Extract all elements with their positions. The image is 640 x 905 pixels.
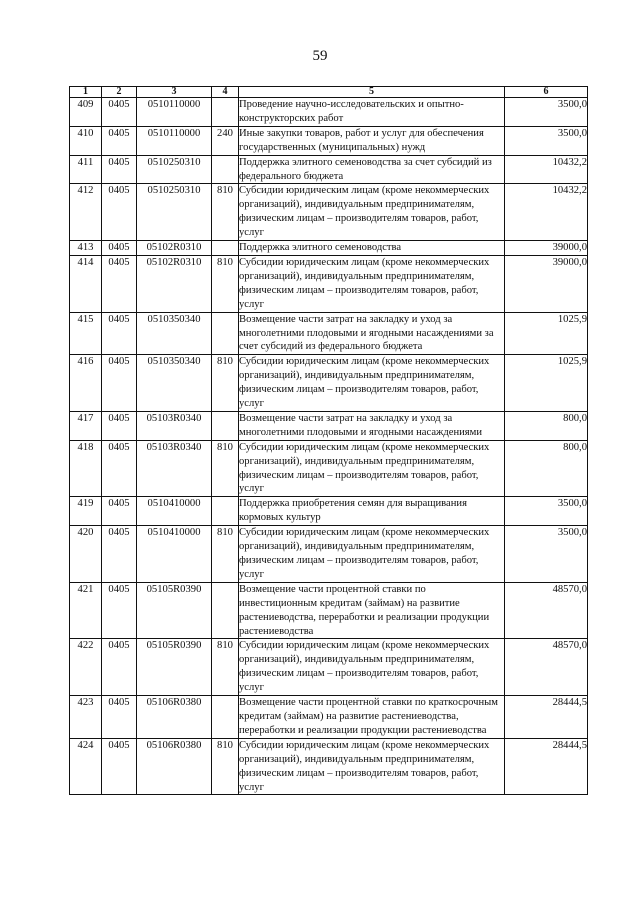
amount-cell: 10432,2 bbox=[505, 184, 588, 241]
row-number-cell: 422 bbox=[70, 639, 102, 696]
description-cell: Иные закупки товаров, работ и услуг для обеспечения государственных (муниципальных) нужд bbox=[239, 126, 505, 155]
description-cell: Субсидии юридическим лицам (кроме некоммерческих организаций), индивидуальным предпринимателям, физическим лицам – производителям товаров, работ, услуг bbox=[239, 255, 505, 312]
expense-type-cell: 810 bbox=[212, 738, 239, 795]
expense-type-cell bbox=[212, 497, 239, 526]
target-article-cell: 0510250310 bbox=[137, 155, 212, 184]
section-code-cell: 0405 bbox=[102, 639, 137, 696]
expense-type-cell: 810 bbox=[212, 355, 239, 412]
table-row bbox=[70, 312, 588, 355]
table-row bbox=[70, 738, 588, 795]
section-code-cell: 0405 bbox=[102, 526, 137, 583]
section-code-cell: 0405 bbox=[102, 440, 137, 497]
target-article-cell: 0510110000 bbox=[137, 98, 212, 127]
description-cell: Возмещение части затрат на закладку и уход за многолетними плодовыми и ягодными насаждениями за счет субсидий из федерального бюджета bbox=[239, 312, 505, 355]
description-cell: Субсидии юридическим лицам (кроме некоммерческих организаций), индивидуальным предпринимателям, физическим лицам – производителям товаров, работ, услуг bbox=[239, 184, 505, 241]
expense-type-cell: 810 bbox=[212, 255, 239, 312]
amount-cell: 10432,2 bbox=[505, 155, 588, 184]
expense-type-cell: 810 bbox=[212, 184, 239, 241]
row-number-cell: 416 bbox=[70, 355, 102, 412]
section-code-cell: 0405 bbox=[102, 696, 137, 739]
description-cell: Субсидии юридическим лицам (кроме некоммерческих организаций), индивидуальным предпринимателям, физическим лицам – производителям товаров, работ, услуг bbox=[239, 355, 505, 412]
target-article-cell: 05102R0310 bbox=[137, 255, 212, 312]
table-row bbox=[70, 526, 588, 583]
row-number-cell: 414 bbox=[70, 255, 102, 312]
description-cell: Возмещение части процентной ставки по инвестиционным кредитам (займам) на развитие растениеводства, переработки и реализации продукции растениеводства bbox=[239, 582, 505, 639]
table-row bbox=[70, 696, 588, 739]
table-row bbox=[70, 497, 588, 526]
row-number-cell: 418 bbox=[70, 440, 102, 497]
description-cell: Субсидии юридическим лицам (кроме некоммерческих организаций), индивидуальным предпринимателям, физическим лицам – производителям товаров, работ, услуг bbox=[239, 639, 505, 696]
row-number-cell: 424 bbox=[70, 738, 102, 795]
amount-cell: 28444,5 bbox=[505, 696, 588, 739]
row-number-cell: 419 bbox=[70, 497, 102, 526]
table-row bbox=[70, 184, 588, 241]
expense-type-cell bbox=[212, 98, 239, 127]
amount-cell: 3500,0 bbox=[505, 126, 588, 155]
target-article-cell: 0510410000 bbox=[137, 526, 212, 583]
target-article-cell: 05102R0310 bbox=[137, 241, 212, 256]
description-cell: Проведение научно-исследовательских и опытно-конструкторских работ bbox=[239, 98, 505, 127]
amount-cell: 800,0 bbox=[505, 411, 588, 440]
description-cell: Возмещение части затрат на закладку и уход за многолетними плодовыми и ягодными насаждениями bbox=[239, 411, 505, 440]
expense-type-cell bbox=[212, 411, 239, 440]
section-code-cell: 0405 bbox=[102, 312, 137, 355]
table-row bbox=[70, 355, 588, 412]
expense-type-cell: 810 bbox=[212, 440, 239, 497]
amount-cell: 3500,0 bbox=[505, 526, 588, 583]
target-article-cell: 0510350340 bbox=[137, 355, 212, 412]
expense-type-cell bbox=[212, 241, 239, 256]
amount-cell: 28444,5 bbox=[505, 738, 588, 795]
row-number-cell: 417 bbox=[70, 411, 102, 440]
section-code-cell: 0405 bbox=[102, 411, 137, 440]
table-row bbox=[70, 255, 588, 312]
target-article-cell: 0510250310 bbox=[137, 184, 212, 241]
expense-type-cell: 810 bbox=[212, 639, 239, 696]
header-row bbox=[70, 87, 588, 98]
amount-cell: 39000,0 bbox=[505, 241, 588, 256]
target-article-cell: 05105R0390 bbox=[137, 639, 212, 696]
amount-cell: 3500,0 bbox=[505, 98, 588, 127]
description-cell: Субсидии юридическим лицам (кроме некоммерческих организаций), индивидуальным предпринимателям, физическим лицам – производителям товаров, работ, услуг bbox=[239, 440, 505, 497]
amount-cell: 1025,9 bbox=[505, 312, 588, 355]
table-row bbox=[70, 582, 588, 639]
budget-table bbox=[69, 86, 588, 795]
table-row bbox=[70, 440, 588, 497]
description-cell: Поддержка приобретения семян для выращивания кормовых культур bbox=[239, 497, 505, 526]
target-article-cell: 0510350340 bbox=[137, 312, 212, 355]
expense-type-cell: 810 bbox=[212, 526, 239, 583]
table-row bbox=[70, 126, 588, 155]
table-body bbox=[70, 98, 588, 795]
target-article-cell: 05105R0390 bbox=[137, 582, 212, 639]
table-row bbox=[70, 639, 588, 696]
table-row bbox=[70, 98, 588, 127]
expense-type-cell bbox=[212, 696, 239, 739]
col-header-4: 4 bbox=[212, 87, 239, 98]
row-number-cell: 421 bbox=[70, 582, 102, 639]
col-header-5: 5 bbox=[239, 87, 505, 98]
col-header-2: 2 bbox=[102, 87, 137, 98]
amount-cell: 1025,9 bbox=[505, 355, 588, 412]
row-number-cell: 409 bbox=[70, 98, 102, 127]
description-cell: Субсидии юридическим лицам (кроме некоммерческих организаций), индивидуальным предпринимателям, физическим лицам – производителям товаров, работ, услуг bbox=[239, 526, 505, 583]
amount-cell: 48570,0 bbox=[505, 582, 588, 639]
target-article-cell: 05103R0340 bbox=[137, 440, 212, 497]
section-code-cell: 0405 bbox=[102, 355, 137, 412]
expense-type-cell bbox=[212, 312, 239, 355]
col-header-3: 3 bbox=[137, 87, 212, 98]
expense-type-cell: 240 bbox=[212, 126, 239, 155]
section-code-cell: 0405 bbox=[102, 98, 137, 127]
amount-cell: 800,0 bbox=[505, 440, 588, 497]
amount-cell: 3500,0 bbox=[505, 497, 588, 526]
amount-cell: 39000,0 bbox=[505, 255, 588, 312]
row-number-cell: 413 bbox=[70, 241, 102, 256]
target-article-cell: 05106R0380 bbox=[137, 738, 212, 795]
section-code-cell: 0405 bbox=[102, 184, 137, 241]
row-number-cell: 412 bbox=[70, 184, 102, 241]
col-header-6: 6 bbox=[505, 87, 588, 98]
target-article-cell: 0510410000 bbox=[137, 497, 212, 526]
section-code-cell: 0405 bbox=[102, 126, 137, 155]
row-number-cell: 420 bbox=[70, 526, 102, 583]
table-row bbox=[70, 241, 588, 256]
expense-type-cell bbox=[212, 582, 239, 639]
row-number-cell: 415 bbox=[70, 312, 102, 355]
section-code-cell: 0405 bbox=[102, 241, 137, 256]
page-number: 59 bbox=[312, 48, 328, 64]
table-row bbox=[70, 155, 588, 184]
section-code-cell: 0405 bbox=[102, 155, 137, 184]
target-article-cell: 05103R0340 bbox=[137, 411, 212, 440]
target-article-cell: 05106R0380 bbox=[137, 696, 212, 739]
row-number-cell: 410 bbox=[70, 126, 102, 155]
description-cell: Субсидии юридическим лицам (кроме некоммерческих организаций), индивидуальным предпринимателям, физическим лицам – производителям товаров, работ, услуг bbox=[239, 738, 505, 795]
table-row bbox=[70, 411, 588, 440]
description-cell: Возмещение части процентной ставки по краткосрочным кредитам (займам) на развитие растениеводства, переработки и реализации продукции растениеводства bbox=[239, 696, 505, 739]
section-code-cell: 0405 bbox=[102, 255, 137, 312]
expense-type-cell bbox=[212, 155, 239, 184]
row-number-cell: 411 bbox=[70, 155, 102, 184]
description-cell: Поддержка элитного семеноводства за счет субсидий из федерального бюджета bbox=[239, 155, 505, 184]
section-code-cell: 0405 bbox=[102, 582, 137, 639]
col-header-1: 1 bbox=[70, 87, 102, 98]
description-cell: Поддержка элитного семеноводства bbox=[239, 241, 505, 256]
section-code-cell: 0405 bbox=[102, 497, 137, 526]
row-number-cell: 423 bbox=[70, 696, 102, 739]
target-article-cell: 0510110000 bbox=[137, 126, 212, 155]
amount-cell: 48570,0 bbox=[505, 639, 588, 696]
section-code-cell: 0405 bbox=[102, 738, 137, 795]
